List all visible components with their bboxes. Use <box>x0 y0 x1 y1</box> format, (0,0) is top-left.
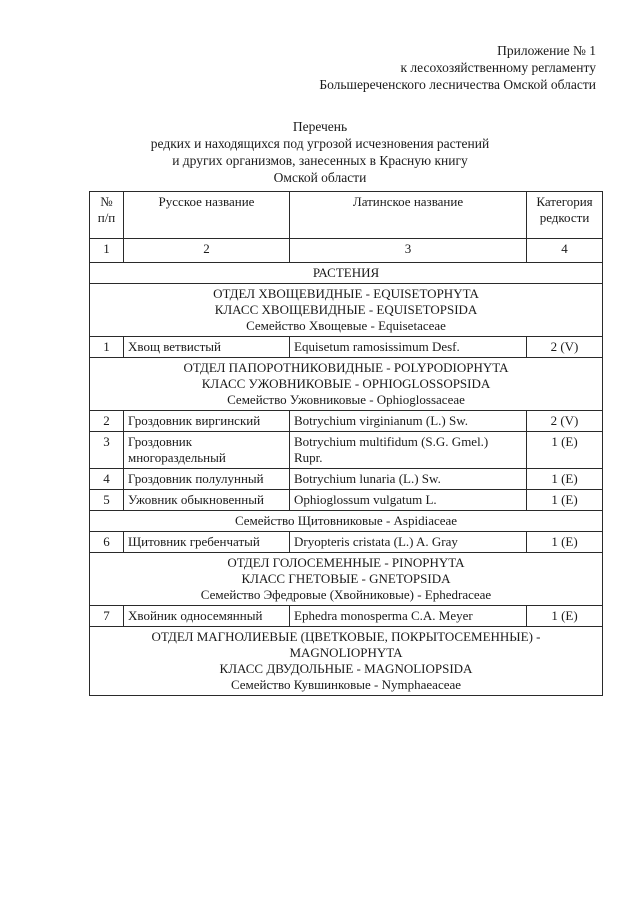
rarity-category: 1 (E) <box>527 606 603 627</box>
russian-name: Хвойник односемянный <box>124 606 290 627</box>
russian-name: Гроздовник виргинский <box>124 411 290 432</box>
row-number: 7 <box>90 606 124 627</box>
title-line-4: Омской области <box>273 170 367 185</box>
latin-name: Dryopteris cristata (L.) A. Gray <box>290 532 527 553</box>
rarity-category: 1 (E) <box>527 532 603 553</box>
taxon-group-2 <box>90 358 603 411</box>
division-label-line-1: ОТДЕЛ МАГНОЛИЕВЫЕ (ЦВЕТКОВЫЕ, ПОКРЫТОСЕМЕННЫЕ) - <box>151 629 541 644</box>
division-label: ОТДЕЛ ПАПОРОТНИКОВИДНЫЕ - POLYPODIOPHYTA <box>183 360 509 375</box>
red-book-table <box>89 191 603 696</box>
table-row <box>90 490 603 511</box>
section-row <box>90 553 603 606</box>
appendix-header <box>319 42 596 93</box>
header-num <box>90 192 124 239</box>
latin-name: Ephedra monosperma C.A. Meyer <box>290 606 527 627</box>
latin-name-line-1: Botrychium multifidum (S.G. Gmel.) <box>294 434 489 449</box>
title-line-2: редких и находящихся под угрозой исчезновения растений <box>150 136 490 151</box>
header-russian: Русское название <box>124 192 290 239</box>
header-num-line-2: п/п <box>97 210 116 225</box>
appendix-line-1: Приложение № 1 <box>497 43 596 58</box>
table-row <box>90 432 603 469</box>
table-row <box>90 606 603 627</box>
row-number: 6 <box>90 532 124 553</box>
russian-name: Щитовник гребенчатый <box>124 532 290 553</box>
division-label-line-2: MAGNOLIOPHYTA <box>289 645 403 660</box>
header-latin: Латинское название <box>290 192 527 239</box>
russian-name: Гроздовник полулунный <box>124 469 290 490</box>
latin-name-line-2: Rupr. <box>294 450 323 465</box>
section-row <box>90 263 603 284</box>
table-row <box>90 411 603 432</box>
column-number: 2 <box>124 239 290 263</box>
row-number: 5 <box>90 490 124 511</box>
russian-name-line-1: Гроздовник <box>128 434 193 449</box>
header-category-line-2: редкости <box>539 210 590 225</box>
column-number-row <box>90 239 603 263</box>
latin-name <box>290 432 527 469</box>
column-number: 4 <box>527 239 603 263</box>
taxon-group-4 <box>90 627 603 696</box>
division-label: ОТДЕЛ ГОЛОСЕМЕННЫЕ - PINOPHYTA <box>227 555 465 570</box>
rarity-category: 2 (V) <box>527 337 603 358</box>
table-row <box>90 337 603 358</box>
family-label: Семейство Хвощевые - Equisetaceae <box>246 318 446 333</box>
row-number: 1 <box>90 337 124 358</box>
latin-name: Botrychium virginianum (L.) Sw. <box>290 411 527 432</box>
document-title <box>0 118 640 186</box>
russian-name: Ужовник обыкновенный <box>124 490 290 511</box>
header-category <box>527 192 603 239</box>
division-label: ОТДЕЛ ХВОЩЕВИДНЫЕ - EQUISETOPHYTA <box>213 286 479 301</box>
family-label: Семейство Кувшинковые - Nymphaeaceae <box>230 677 462 692</box>
russian-name: Хвощ ветвистый <box>124 337 290 358</box>
class-label: КЛАСС ГНЕТОВЫЕ - GNETOPSIDA <box>241 571 451 586</box>
rarity-category: 1 (E) <box>527 432 603 469</box>
plants-heading: РАСТЕНИЯ <box>90 263 603 284</box>
column-number: 3 <box>290 239 527 263</box>
title-line-3: и других организмов, занесенных в Красную книгу <box>172 153 468 168</box>
table-row <box>90 469 603 490</box>
column-number: 1 <box>90 239 124 263</box>
section-row <box>90 358 603 411</box>
header-num-line-1: № <box>100 194 113 209</box>
taxon-group-3 <box>90 553 603 606</box>
latin-name: Equisetum ramosissimum Desf. <box>290 337 527 358</box>
family-label: Семейство Эфедровые (Хвойниковые) - Ephedraceae <box>200 587 492 602</box>
russian-name <box>124 432 290 469</box>
family-label: Семейство Щитовниковые - Aspidiaceae <box>90 511 603 532</box>
class-label: КЛАСС ХВОЩЕВИДНЫЕ - EQUISETOPSIDA <box>214 302 478 317</box>
section-row <box>90 627 603 696</box>
latin-name: Botrychium lunaria (L.) Sw. <box>290 469 527 490</box>
section-row <box>90 511 603 532</box>
rarity-category: 2 (V) <box>527 411 603 432</box>
class-label: КЛАСС УЖОВНИКОВЫЕ - OPHIOGLOSSOPSIDA <box>201 376 491 391</box>
appendix-line-3: Большереченского лесничества Омской области <box>319 77 596 92</box>
row-number: 3 <box>90 432 124 469</box>
section-row <box>90 284 603 337</box>
taxon-group-1 <box>90 284 603 337</box>
russian-name-line-2: многораздельный <box>128 450 226 465</box>
rarity-category: 1 (E) <box>527 469 603 490</box>
latin-name: Ophioglossum vulgatum L. <box>290 490 527 511</box>
row-number: 2 <box>90 411 124 432</box>
class-label: КЛАСС ДВУДОЛЬНЫЕ - MAGNOLIOPSIDA <box>219 661 473 676</box>
family-label: Семейство Ужовниковые - Ophioglossaceae <box>227 392 465 407</box>
appendix-line-2: к лесохозяйственному регламенту <box>400 60 596 75</box>
header-row <box>90 192 603 239</box>
table-row <box>90 532 603 553</box>
header-category-line-1: Категория <box>536 194 593 209</box>
title-line-1: Перечень <box>292 119 348 134</box>
rarity-category: 1 (E) <box>527 490 603 511</box>
row-number: 4 <box>90 469 124 490</box>
